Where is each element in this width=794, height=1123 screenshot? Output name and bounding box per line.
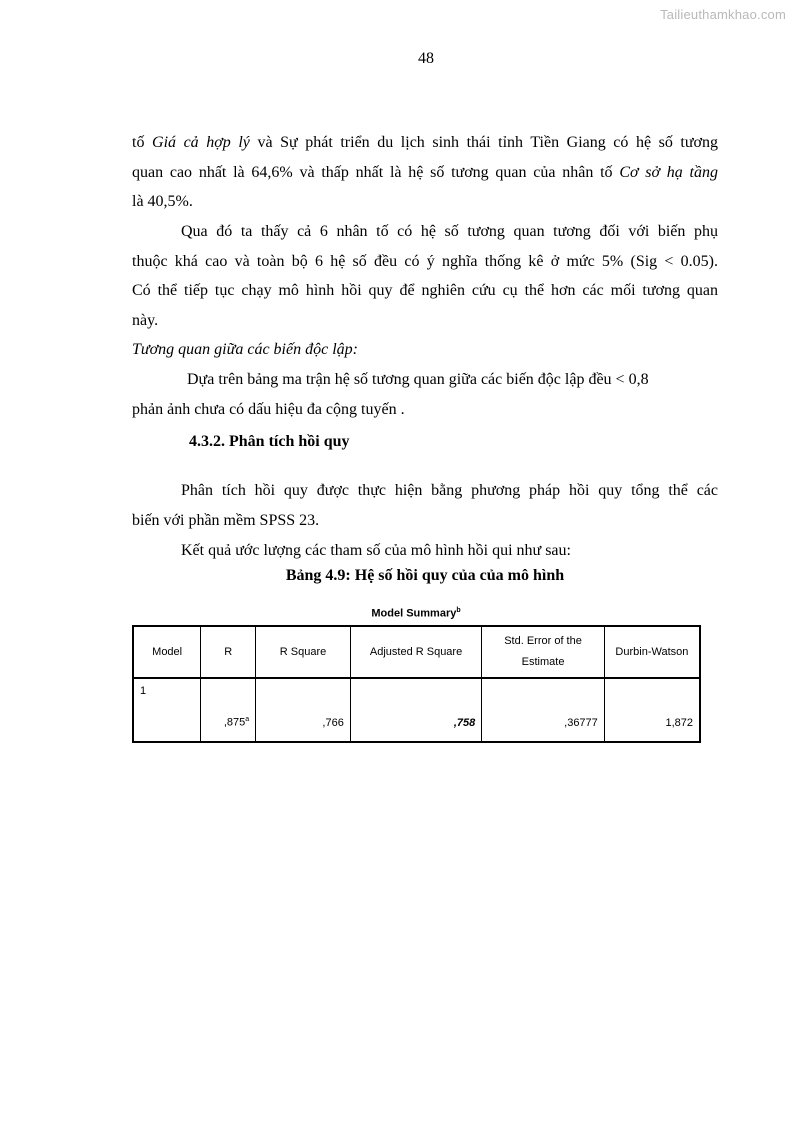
header-r: R: [201, 626, 256, 678]
table-row: [133, 678, 700, 742]
paragraph-multicollinearity: [132, 365, 718, 424]
text-line: thuộc khá cao và toàn bộ 6 hệ số đều có ý nghĩa thống kê ở mức 5% (Sig < 0.05).: [132, 252, 718, 270]
model-summary-title-text: Model Summary: [371, 607, 457, 620]
model-summary-title: [132, 607, 700, 620]
model-summary-title-footnote: b: [456, 607, 461, 614]
text-line: này.: [132, 311, 159, 329]
text-run: và Sự phát triển du lịch sinh thái tỉnh Tiền Giang có hệ số tương: [249, 134, 718, 151]
header-adjusted-r-square: Adjusted R Square: [350, 626, 481, 678]
text-line: Phân tích hồi quy được thực hiện bằng phương pháp hồi quy tổng thể các: [181, 482, 718, 499]
paragraph-regression-method: [132, 476, 718, 535]
italic-subheading: Tương quan giữa các biến độc lập:: [132, 341, 358, 358]
page-number: 48: [418, 50, 434, 67]
text-line: biến với phần mềm SPSS 23.: [132, 511, 320, 529]
model-summary-table: [132, 625, 701, 743]
text-line: Có thể tiếp tục chạy mô hình hồi quy để nghiên cứu cụ thể hơn các mối tương quan: [132, 282, 718, 299]
text-run: quan cao nhất là 64,6% và thấp nhất là hệ số tương quan của nhân tố: [132, 163, 620, 181]
header-std-error-line1: Std. Error of the: [504, 635, 582, 647]
header-std-error-line2: Estimate: [521, 656, 565, 668]
header-std-error: [482, 626, 605, 678]
paragraph-results-intro: [132, 536, 718, 566]
header-model: Model: [133, 626, 201, 678]
paragraph-correlation-summary: [132, 128, 718, 217]
text-line: [132, 158, 718, 188]
cell-model: 1: [133, 678, 201, 742]
cell-adjusted-r-square: ,758: [350, 678, 481, 742]
text-line: phản ảnh chưa có dấu hiệu đa cộng tuyến .: [132, 400, 405, 418]
cell-r-square: ,766: [256, 678, 351, 742]
text-line: Qua đó ta thấy cả 6 nhân tố có hệ số tương quan tương đối với biến phụ: [181, 223, 718, 240]
text-line: Kết quả ước lượng các tham số của mô hình hồi qui như sau:: [181, 542, 571, 559]
section-heading: 4.3.2. Phân tích hồi quy: [189, 433, 350, 450]
paragraph-conclusion: [132, 217, 718, 335]
cell-r-footnote: a: [245, 716, 250, 724]
italic-term: Cơ sở hạ tầng: [619, 163, 718, 181]
text-run: tố: [132, 134, 153, 151]
cell-r: [201, 678, 256, 742]
subheading-independent-correlation: [132, 335, 718, 365]
header-durbin-watson: Durbin-Watson: [604, 626, 700, 678]
watermark: Tailieuthamkhao.com: [660, 7, 786, 22]
header-r-square: R Square: [256, 626, 351, 678]
cell-r-value: ,875: [223, 717, 246, 729]
text-line: là 40,5%.: [132, 193, 193, 210]
italic-term: Giá cả hợp lý: [152, 134, 250, 151]
table-title: Bảng 4.9: Hệ số hồi quy của của mô hình: [285, 567, 565, 584]
cell-durbin-watson: 1,872: [604, 678, 700, 742]
text-line: [132, 128, 718, 158]
text-line: Dựa trên bảng ma trận hệ số tương quan giữa các biến độc lập đều < 0,8: [187, 371, 649, 388]
cell-std-error: ,36777: [482, 678, 605, 742]
table-header-row: [133, 626, 700, 678]
